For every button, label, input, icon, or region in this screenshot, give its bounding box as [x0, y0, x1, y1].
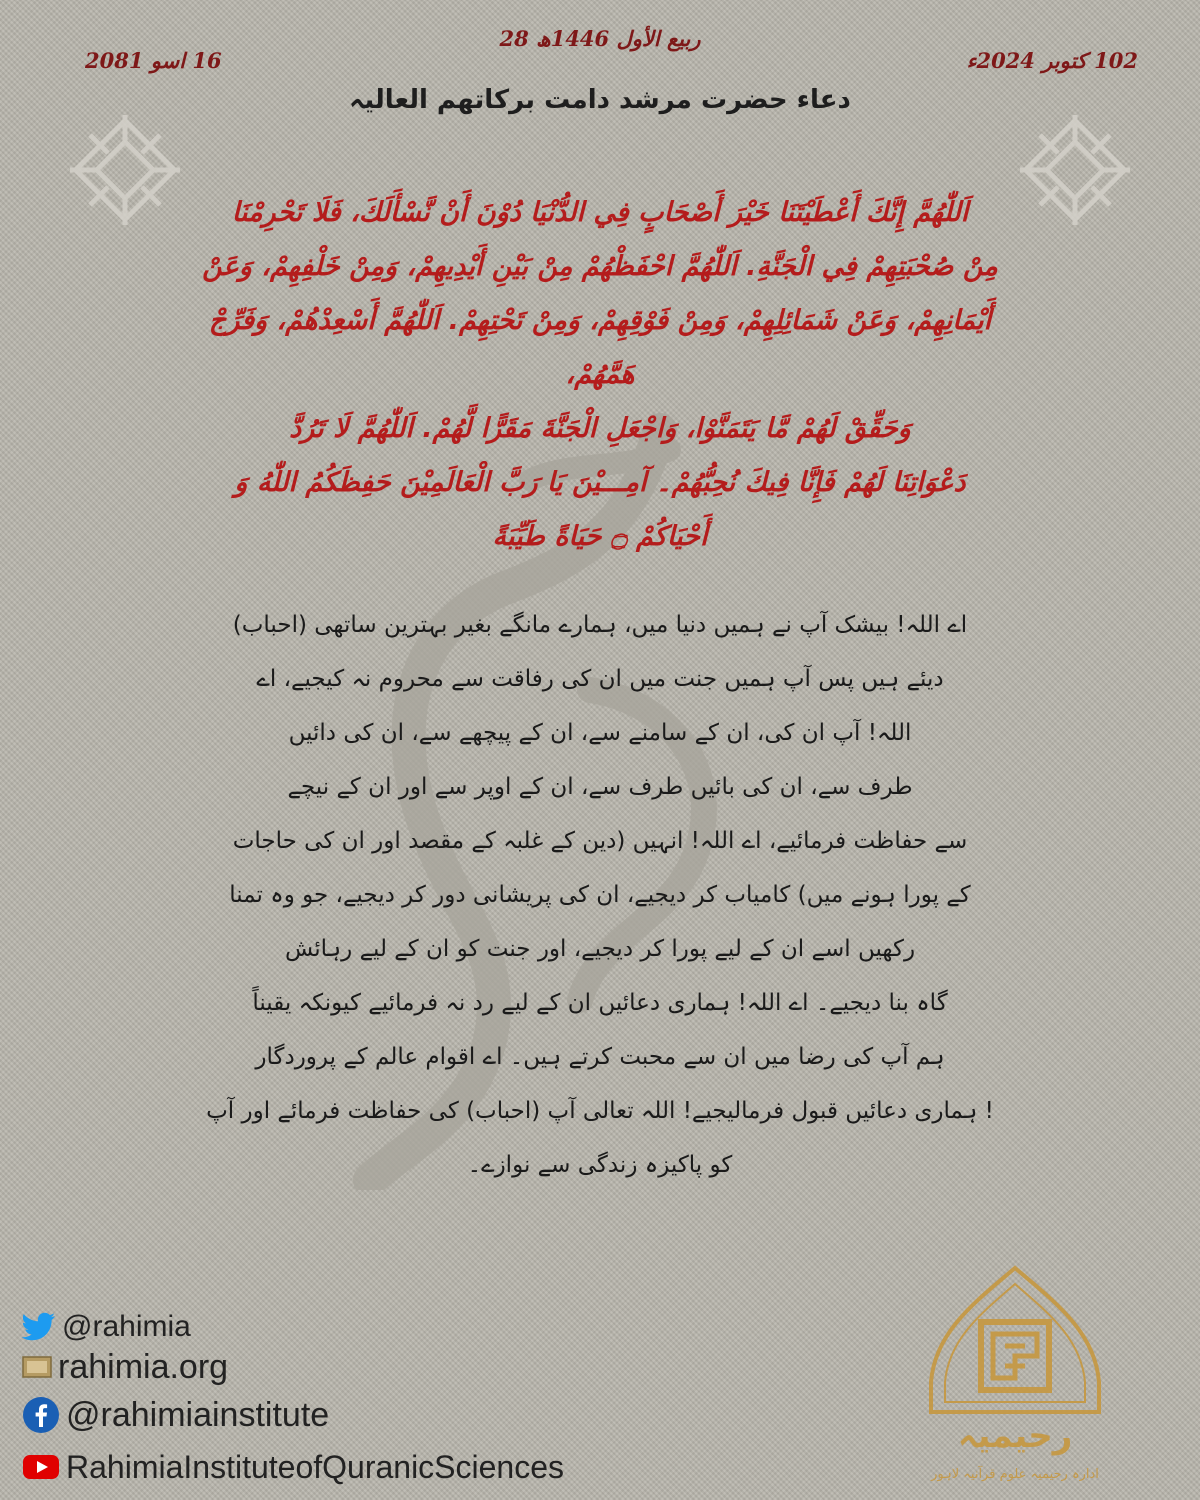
arabic-dua-text [185, 186, 1015, 564]
facebook-handle: @rahimiainstitute [66, 1395, 330, 1434]
urdu-line: سے حفاظت فرمائیے، اے اللہ! انہیں (دین کے غلبہ کے مقصد اور ان کی حاجات [232, 828, 968, 854]
website-link[interactable] [22, 1346, 228, 1388]
facebook-link[interactable] [22, 1394, 329, 1436]
website-url: rahimia.org [58, 1347, 229, 1386]
urdu-line: گاہ بنا دیجیے۔ اے اللہ! ہماری دعائیں ان کے لیے رد نہ فرمائیے کیونکہ یقیناً [252, 990, 948, 1016]
youtube-link[interactable] [22, 1446, 564, 1488]
logo-tagline: ادارہ رحیمیہ علوم قرآنیہ لاہور [931, 1467, 1099, 1482]
social-links [22, 1306, 662, 1496]
gregorian-date: 102 کتوبر 2024ء [966, 48, 1138, 73]
urdu-line: رکھیں اسے ان کے لیے پورا کر دیجیے، اور جنت کو ان کے لیے رہائش [284, 936, 916, 962]
twitter-handle: @rahimia [62, 1310, 191, 1343]
arabic-line: اَللّٰهُمَّ إِنَّكَ أَعْطَيْتَنَا خَيْرَ أَصْحَابٍ فِي الدُّنْيَا دُوْنَ أَنْ نَّسْأَلَكَ، فَلَا تَحْرِمْنَا [231, 197, 969, 228]
twitter-bird-icon [22, 1312, 56, 1342]
urdu-line: طرف سے، ان کی بائیں طرف سے، ان کے اوپر سے اور ان کے نیچے [287, 774, 913, 800]
website-icon [22, 1354, 52, 1380]
date-header [0, 0, 1200, 80]
twitter-link[interactable] [22, 1306, 191, 1348]
urdu-line: ! ہماری دعائیں قبول فرمالیجیے! اللہ تعالی آپ (احباب) کی حفاظت فرمائے اور آپ [206, 1098, 994, 1124]
knot-ornament-icon [50, 95, 200, 245]
urdu-line: اے اللہ! بیشک آپ نے ہمیں دنیا میں، ہمارے مانگے بغیر بہترین ساتھی (احباب) [232, 612, 968, 638]
hijri-date: 28 ربیع الأول 1446ھ [499, 26, 701, 51]
page-title: دعاء حضرت مرشد دامت برکاتھم العالیہ [349, 85, 851, 115]
arabic-line: مِنْ صُحْبَتِهِمْ فِي الْجَنَّةِ. اَللّٰهُمَّ احْفَظْهُمْ مِنْ بَيْنِ أَيْدِيهِمْ، وَمِنْ خَلْفِهِمْ، وَعَنْ [202, 251, 998, 282]
urdu-translation-text [180, 598, 1020, 1192]
arabic-line: وَحَقِّقْ لَهُمْ مَّا يَتَمَنَّوْا، وَاجْعَلِ الْجَنَّةَ مَقَرًّا لَّهُمْ. اَللّٰهُمَّ لَا تَرُدَّ [289, 413, 911, 444]
urdu-line: اللہ! آپ ان کی، ان کے سامنے سے، ان کے پیچھے سے، ان کی دائیں [288, 720, 912, 746]
facebook-icon [22, 1396, 60, 1434]
arabic-line: أَحْيَاكُمْ ۝ حَيَاةً طَيِّبَةً [492, 521, 708, 552]
logo-name: رحیمیہ [957, 1416, 1073, 1456]
arabic-line: أَيْمَانِهِمْ، وَعَنْ شَمَائِلِهِمْ، وَمِنْ فَوْقِهِمْ، وَمِنْ تَحْتِهِمْ. اَللّٰهُمَّ أَسْعِدْهُمْ، وَفَرِّجْ هَمَّهُمْ، [208, 305, 992, 390]
rahimia-logo [915, 1262, 1115, 1492]
arabic-line: دَعْوَاتِنَا لَهُمْ فَإِنَّا فِيكَ نُحِبُّهُمْ۔ آمِـــيْنَ يَا رَبَّ الْعَالَمِيْنَ حَفِظَكُمُ اللّٰهُ وَ [234, 467, 966, 498]
youtube-icon [22, 1453, 60, 1481]
urdu-line: کے پورا ہونے میں) کامیاب کر دیجیے، ان کی پریشانی دور کر دیجیے، جو وہ تمنا [229, 882, 971, 908]
urdu-line: دیئے ہیں پس آپ ہمیں جنت میں ان کی رفاقت سے محروم نہ کیجیے، اے [256, 666, 944, 692]
bikrami-date: 16 اسو 2081 [85, 48, 222, 73]
youtube-channel: RahimiaInstituteofQuranicSciences [66, 1448, 565, 1485]
urdu-line: ہم آپ کی رضا میں ان سے محبت کرتے ہیں۔ اے اقوام عالم کے پروردگار [255, 1044, 945, 1070]
knot-ornament-icon [1000, 95, 1150, 245]
urdu-line: کو پاکیزہ زندگی سے نوازے۔ [467, 1152, 733, 1178]
